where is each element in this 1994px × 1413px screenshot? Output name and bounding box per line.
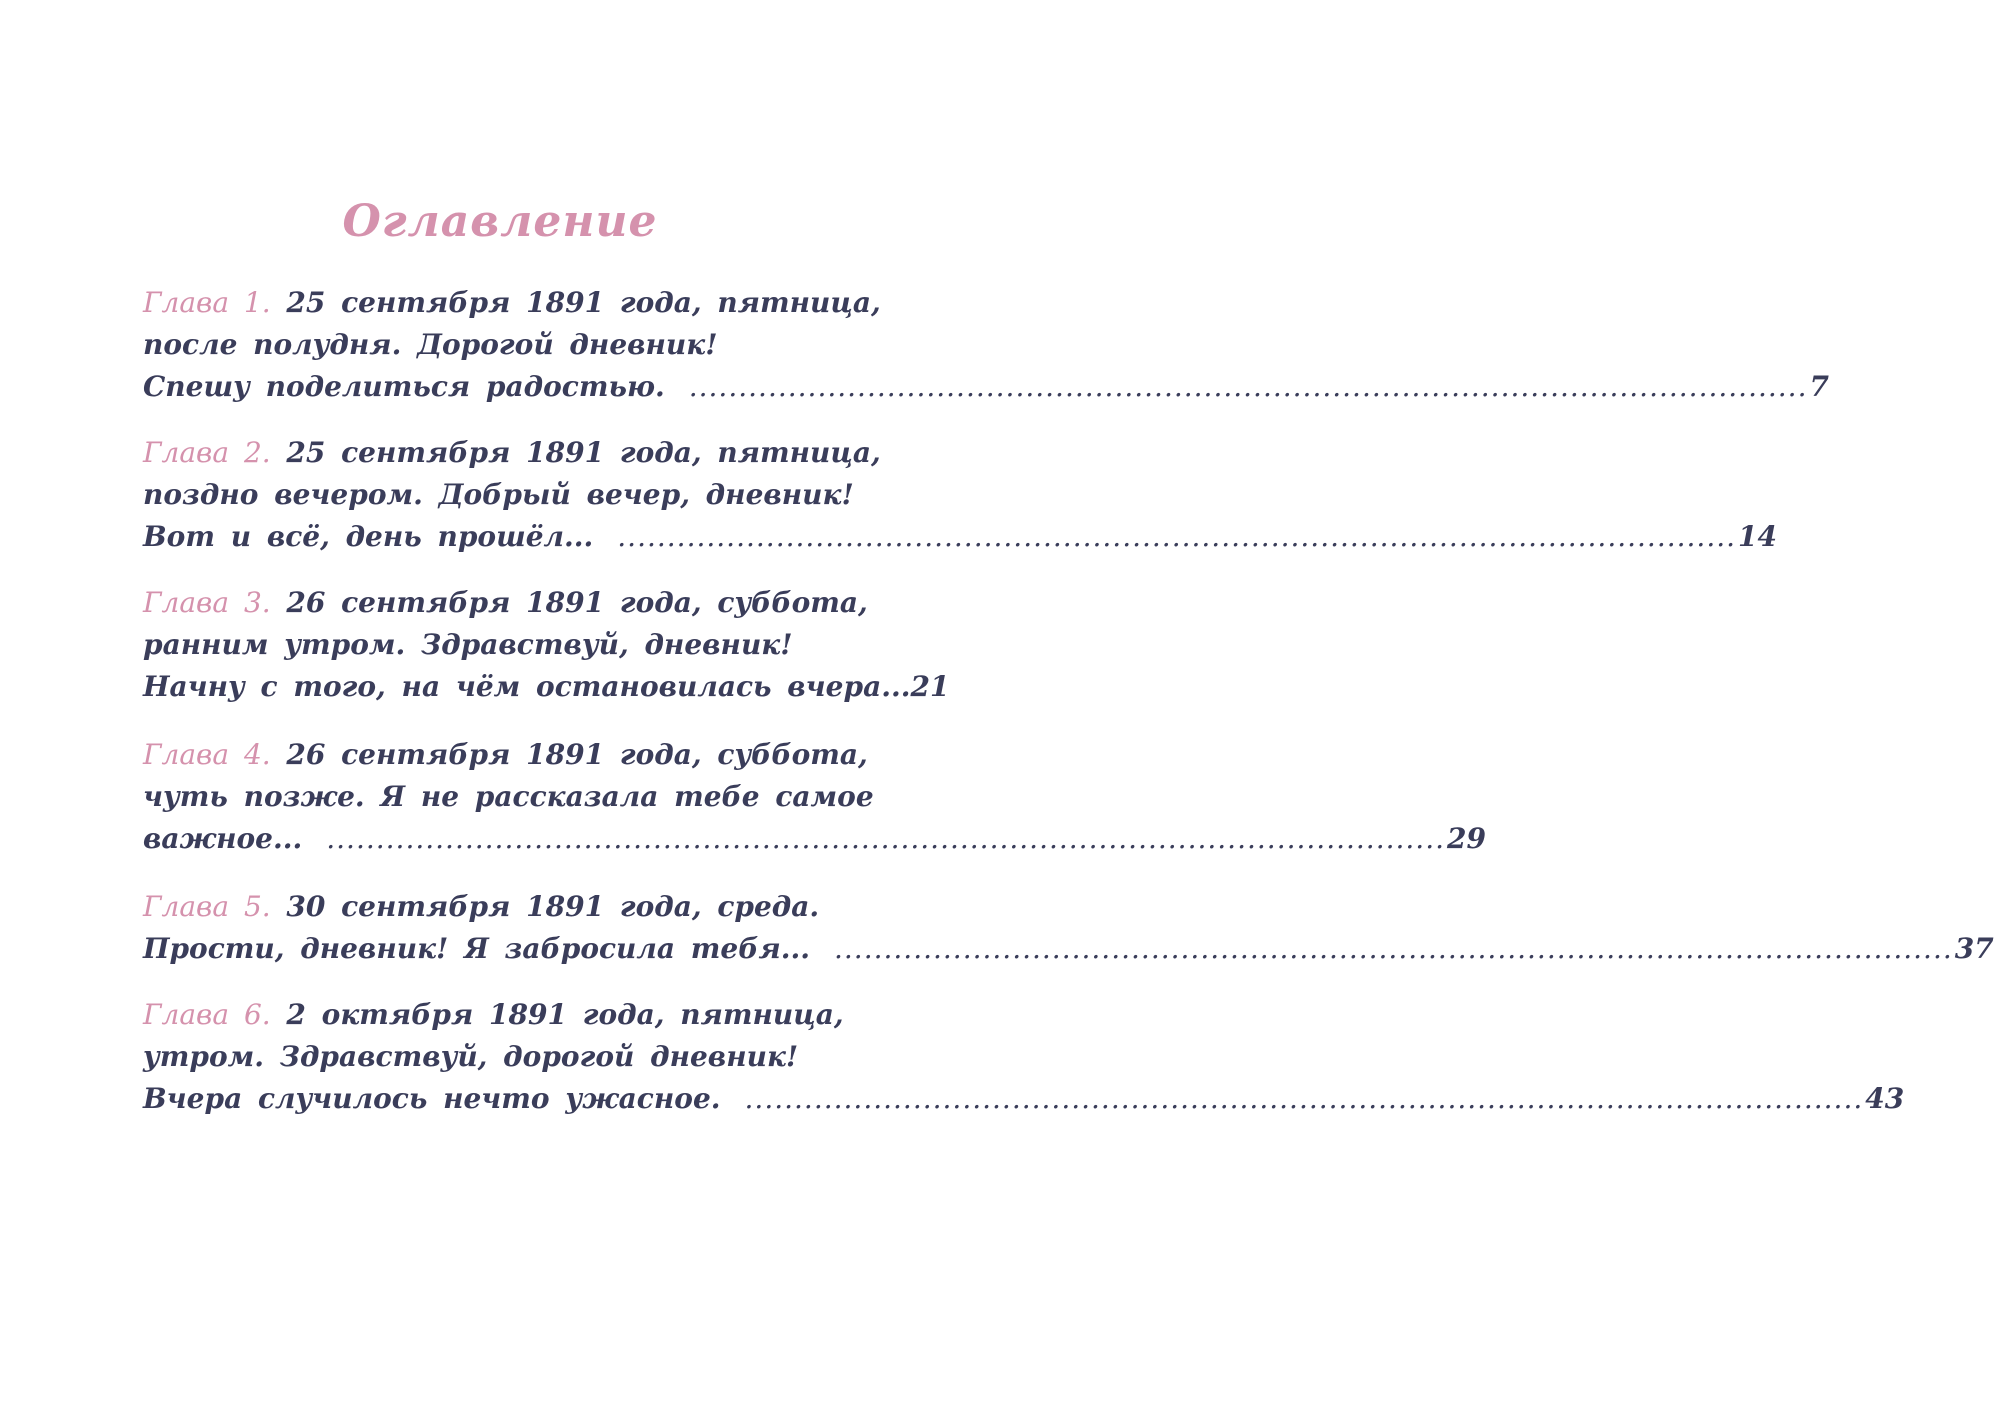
toc-entry-5[interactable] [143,886,1994,994]
toc-entry-5-line1 [143,886,878,928]
toc-entry-4-line3 [143,818,1486,860]
chapter-label: Глава 4. [143,738,271,771]
entry-text: 2 октября 1891 года, пятница, [286,998,844,1031]
entry-text: 25 сентября 1891 года, пятница, [286,286,881,319]
entry-text: Вчера случилось нечто ужасное. [143,1082,721,1115]
entry-text: Прости, дневник! Я забросила тебя... [143,932,810,965]
dot-leader: ................................................................................................................. [834,932,1953,965]
toc-entry-1-line1 [143,282,881,324]
page-number: 21 [910,670,950,703]
page-title: Оглавление [342,196,658,247]
toc-entry-6[interactable] [143,994,1905,1144]
table-of-contents [143,282,1994,1144]
entry-text: после полудня. Дорогой дневник! [143,328,718,361]
page-number: 43 [1865,1082,1905,1115]
page-number: 37 [1954,932,1994,965]
dot-leader: ................................................................................................................. [326,822,1445,855]
entry-text: 25 сентября 1891 года, пятница, [286,436,881,469]
toc-entry-5-line2 [143,928,1994,970]
toc-entry-3-line1 [143,582,878,624]
toc-entry-1[interactable] [143,282,1829,432]
dot-leader: ................................................................................................................. [688,370,1808,403]
entry-text: Спешу поделиться радостью. [143,370,665,403]
toc-entry-2[interactable] [143,432,1777,582]
entry-text: 30 сентября 1891 года, среда. [286,890,820,923]
toc-entry-3[interactable] [143,582,950,734]
toc-entry-6-line1 [143,994,878,1036]
entry-text: Начну с того, на чём остановилась вчера... [143,670,911,703]
entry-text: ранним утром. Здравствуй, дневник! [143,628,793,661]
toc-entry-2-line3 [143,516,1777,558]
toc-entry-2-line1 [143,432,881,474]
entry-text: Вот и всё, день прошёл... [143,520,594,553]
toc-entry-3-line3 [143,666,950,708]
chapter-label: Глава 6. [143,998,271,1031]
entry-text: чуть позже. Я не рассказала тебе самое [143,780,874,813]
entry-text: поздно вечером. Добрый вечер, дневник! [143,478,854,511]
entry-text: важное... [143,822,303,855]
dot-leader: ................................................................................................................. [744,1082,1864,1115]
chapter-label: Глава 3. [143,586,271,619]
entry-text: 26 сентября 1891 года, суббота, [286,738,868,771]
page-number: 29 [1447,822,1486,855]
chapter-label: Глава 2. [143,436,271,469]
dot-leader: ................................................................................................................. [617,520,1737,553]
entry-text: 26 сентября 1891 года, суббота, [286,586,868,619]
page-number: 7 [1809,370,1829,403]
toc-entry-6-line3 [143,1078,1905,1120]
toc-entry-4-line1 [143,734,878,776]
chapter-label: Глава 1. [143,286,271,319]
chapter-label: Глава 5. [143,890,271,923]
entry-text: утром. Здравствуй, дорогой дневник! [143,1040,799,1073]
toc-entry-4[interactable] [143,734,1486,886]
page-number: 14 [1738,520,1777,553]
toc-entry-1-line3 [143,366,1829,408]
